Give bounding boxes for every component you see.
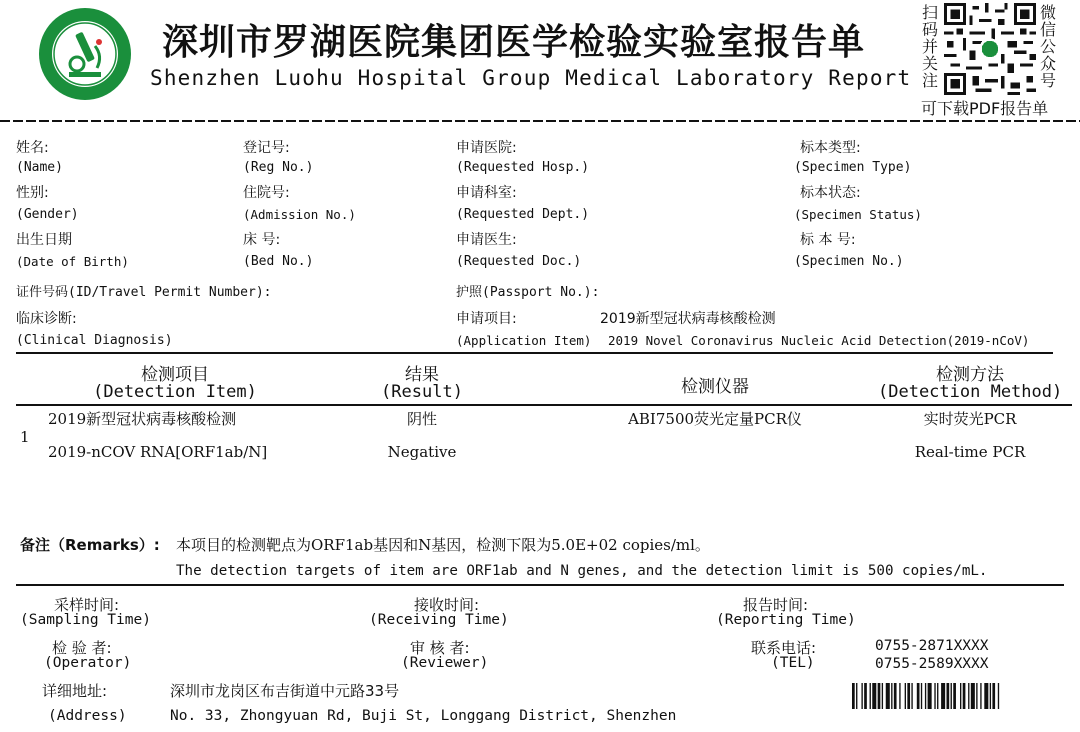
col-method-header-cn: 检测方法 bbox=[936, 365, 1004, 385]
remarks-label: 备注（Remarks）: bbox=[20, 536, 160, 554]
sampling-label-cn: 采样时间: bbox=[54, 596, 120, 614]
reporting-label-cn: 报告时间: bbox=[743, 596, 809, 614]
row-instrument: ABI7500荧光定量PCR仪 bbox=[628, 410, 802, 428]
address-value-en: No. 33, Zhongyuan Rd, Buji St, Longgang District, Shenzhen bbox=[170, 708, 677, 724]
doc-label-cn: 申请医生: bbox=[456, 232, 517, 248]
spec-status-label-cn: 标本状态: bbox=[800, 185, 861, 201]
table-header-rule bbox=[16, 404, 1072, 406]
spec-no-label-en: (Specimen No.) bbox=[794, 254, 904, 269]
sampling-label-en: (Sampling Time) bbox=[20, 612, 151, 628]
spec-no-label-cn: 标 本 号: bbox=[800, 232, 856, 248]
gender-label-cn: 性别: bbox=[16, 185, 49, 201]
qr-code-icon[interactable] bbox=[944, 3, 1036, 95]
id-label: 证件号码(ID/Travel Permit Number): bbox=[16, 285, 272, 300]
tel-value-1: 0755-2871XXXX bbox=[875, 638, 989, 654]
operator-label-en: (Operator) bbox=[44, 655, 132, 671]
address-value-cn: 深圳市龙岗区布吉街道中元路33号 bbox=[170, 682, 400, 700]
remarks-text-cn: 本项目的检测靶点为ORF1ab基因和N基因，检测下限为5.0E+02 copies/ml。 bbox=[176, 536, 710, 554]
tel-label-cn: 联系电话: bbox=[751, 639, 817, 657]
tel-label-en: (TEL) bbox=[771, 655, 815, 671]
app-label-en: (Application Item) bbox=[456, 333, 592, 348]
gender-label-en: (Gender) bbox=[16, 207, 79, 222]
row-result-en: Negative bbox=[387, 443, 457, 461]
row-method-cn: 实时荧光PCR bbox=[923, 410, 1017, 428]
spec-status-label-en: (Specimen Status) bbox=[794, 207, 922, 222]
receiving-label-cn: 接收时间: bbox=[414, 596, 480, 614]
reviewer-label-en: (Reviewer) bbox=[401, 655, 489, 671]
address-label-en: (Address) bbox=[48, 708, 127, 724]
footer-top-rule bbox=[16, 584, 1064, 586]
remarks-text-en: The detection targets of item are ORF1ab and N genes, and the detection limit is 500 copies/mL. bbox=[176, 563, 988, 579]
hospital-logo-icon bbox=[37, 6, 133, 102]
report-title-en: Shenzhen Luohu Hospital Group Medical Laboratory Report bbox=[150, 66, 912, 90]
col-item-header-en: (Detection Item) bbox=[93, 382, 257, 402]
name-label-cn: 姓名: bbox=[16, 140, 49, 156]
bed-label-en: (Bed No.) bbox=[243, 254, 314, 269]
tel-value-2: 0755-2589XXXX bbox=[875, 656, 989, 672]
col-item-header-cn: 检测项目 bbox=[141, 365, 209, 385]
col-result-header-cn: 结果 bbox=[405, 365, 439, 385]
reporting-label-en: (Reporting Time) bbox=[716, 612, 856, 628]
app-value-cn: 2019新型冠状病毒核酸检测 bbox=[600, 311, 776, 327]
row-item-en: 2019-nCOV RNA[ORF1ab/N] bbox=[48, 443, 268, 461]
dept-label-cn: 申请科室: bbox=[456, 185, 517, 201]
barcode-icon bbox=[852, 683, 1056, 709]
name-label-en: (Name) bbox=[16, 160, 63, 175]
qr-right-text: 微 信 公 众 号 bbox=[1039, 3, 1056, 90]
adm-label-en: (Admission No.) bbox=[243, 207, 356, 222]
top-divider bbox=[0, 119, 1080, 123]
row-item-cn: 2019新型冠状病毒核酸检测 bbox=[48, 410, 237, 428]
row-index: 1 bbox=[20, 428, 30, 446]
qr-left-text: 扫 码 并 关 注 bbox=[921, 3, 938, 90]
hosp-label-cn: 申请医院: bbox=[456, 140, 517, 156]
doc-label-en: (Requested Doc.) bbox=[456, 254, 582, 269]
address-label-cn: 详细地址: bbox=[42, 682, 108, 700]
report-title-cn: 深圳市罗湖医院集团医学检验实验室报告单 bbox=[162, 22, 866, 63]
col-result-header-en: (Result) bbox=[381, 382, 463, 402]
table-top-rule bbox=[16, 352, 1053, 354]
col-instrument-header-cn: 检测仪器 bbox=[681, 377, 749, 397]
dob-label-en: (Date of Birth) bbox=[16, 254, 129, 269]
row-result-cn: 阴性 bbox=[406, 410, 437, 428]
app-value-en: 2019 Novel Coronavirus Nucleic Acid Detection(2019-nCoV) bbox=[608, 333, 1030, 348]
spec-type-label-en: (Specimen Type) bbox=[794, 160, 912, 175]
operator-label-cn: 检 验 者: bbox=[52, 639, 112, 657]
bed-label-cn: 床 号: bbox=[243, 232, 281, 248]
passport-label: 护照(Passport No.): bbox=[456, 285, 600, 300]
reviewer-label-cn: 审 核 者: bbox=[410, 639, 470, 657]
diag-label-en: (Clinical Diagnosis) bbox=[16, 333, 173, 348]
reg-label-en: (Reg No.) bbox=[243, 160, 314, 175]
col-method-header-en: (Detection Method) bbox=[878, 382, 1063, 402]
hosp-label-en: (Requested Hosp.) bbox=[456, 160, 590, 175]
spec-type-label-cn: 标本类型: bbox=[800, 140, 861, 156]
dept-label-en: (Requested Dept.) bbox=[456, 207, 590, 222]
qr-caption: 可下载PDF报告单 bbox=[921, 99, 1049, 118]
row-method-en: Real-time PCR bbox=[914, 443, 1026, 461]
app-label-cn: 申请项目: bbox=[456, 311, 517, 327]
dob-label-cn: 出生日期 bbox=[16, 232, 72, 248]
diag-label-cn: 临床诊断: bbox=[16, 311, 77, 327]
reg-label-cn: 登记号: bbox=[243, 140, 290, 156]
adm-label-cn: 住院号: bbox=[243, 185, 290, 201]
receiving-label-en: (Receiving Time) bbox=[369, 612, 509, 628]
